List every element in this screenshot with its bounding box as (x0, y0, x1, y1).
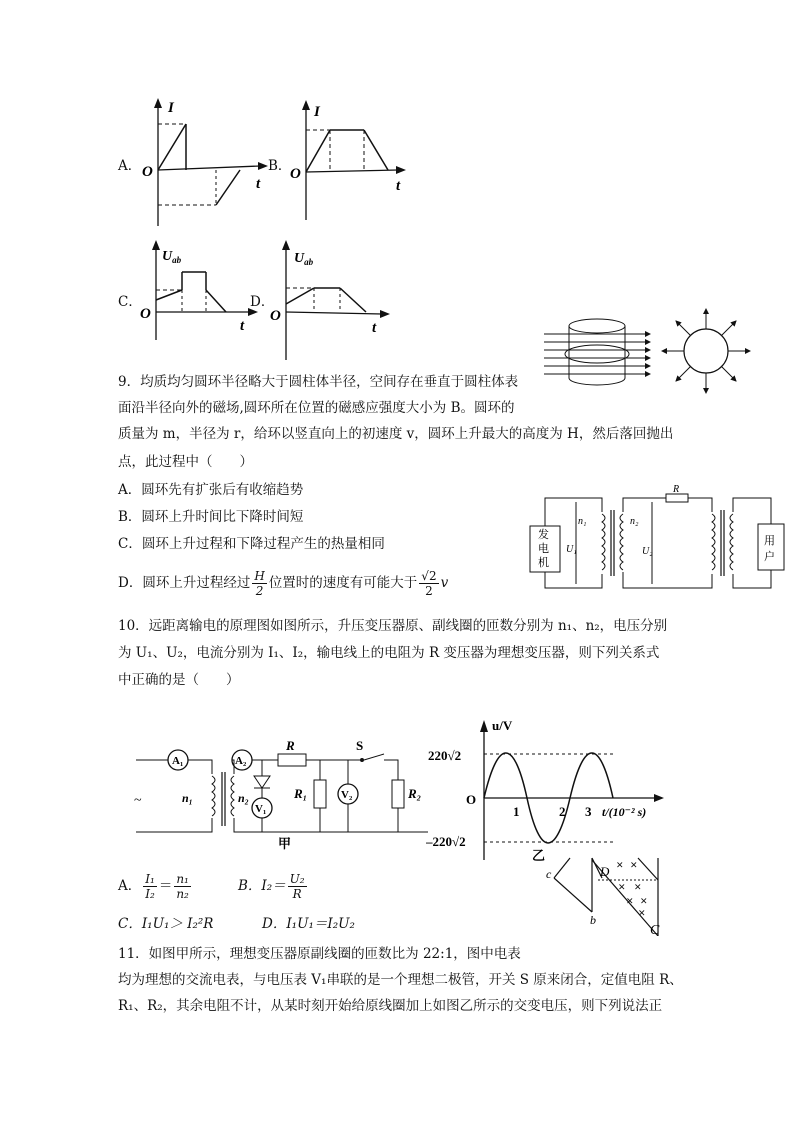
generator-label: 电 (538, 543, 549, 555)
q9-option-D-text-1: D．圆环上升过程经过 (118, 575, 251, 591)
q9-option-C: C．圆环上升过程和下降过程产生的热量相同 (118, 536, 385, 552)
q10-option-B (238, 868, 309, 904)
graph-x-axis-label: t/(10⁻² s) (602, 805, 647, 819)
q9-stem-line-1: 9．均质均匀圆环半径略大于圆柱体半径，空间存在垂直于圆柱体表 (118, 374, 519, 390)
q9-option-D-fraction-2 (419, 569, 438, 598)
figure-yi-label: 乙 (532, 848, 546, 863)
q9-stem-line-3: 质量为 m，半径为 r，给环以竖直向上的初速度 v，圆环上升最大的高度为 H，然后落回抛出 (118, 426, 674, 442)
R1-label: R₁ (294, 786, 308, 801)
fraction-numerator: n₁ (176, 872, 189, 886)
q8-option-B-label: B． (268, 158, 292, 174)
tri-label-b: b (590, 913, 596, 927)
n1-label: n₁ (182, 791, 193, 805)
ac-source-symbol: ~ (134, 793, 142, 808)
tri-label-D: D (600, 864, 610, 879)
n2-label: n₂ (630, 516, 639, 527)
q10-option-A (118, 868, 193, 904)
q8-option-C-label: C． (118, 294, 142, 310)
q10-option-B-fraction (288, 872, 307, 901)
axis-label-y-sub: ab (304, 257, 314, 267)
svg-text:✕: ✕ (630, 860, 638, 870)
q10-option-C: C．I₁U₁＞ I₂²R (118, 916, 214, 932)
q9-option-D-text-3: v (440, 575, 449, 591)
user-label: 户 (764, 551, 775, 563)
axis-label-y-sub: ab (172, 255, 182, 265)
fraction-denominator: R (292, 887, 302, 901)
graph-tick-2: 2 (559, 804, 566, 819)
fraction-denominator: I₂ (145, 887, 155, 901)
R-label: R (673, 484, 680, 495)
ammeter-A1-label: A₁ (172, 755, 184, 767)
option-label: A． (118, 878, 142, 894)
graph-y-max-label: 220√2 (428, 748, 462, 763)
q11-voltage-graph-yi (426, 714, 666, 864)
q8-graph-B-axes (286, 100, 416, 222)
cylinder-magnetic-field-figure (542, 312, 652, 392)
q8-graph-A-axes (138, 98, 278, 230)
svg-text:Uab (294, 251, 314, 267)
axis-label-x: t (256, 176, 261, 192)
q9-option-A: A．圆环先有扩张后有收缩趋势 (118, 482, 304, 498)
q10-option-A-rhs (174, 872, 191, 901)
axis-label-y: I (168, 100, 174, 116)
svg-text:✕: ✕ (626, 896, 634, 906)
q10-option-D: D．I₁U₁＝I₂U₂ (262, 916, 355, 932)
figure-jia-label: 甲 (278, 836, 292, 850)
n2-label: n₂ (238, 791, 249, 805)
q10-option-A-lhs (143, 872, 157, 901)
q8-graph-B (268, 100, 418, 222)
option-label: B．I₂＝ (238, 878, 286, 894)
ammeter-A2-label: A₂ (235, 755, 247, 767)
origin-label: O (290, 166, 301, 182)
axis-label-x: t (396, 178, 401, 194)
q11-circuit-jia (128, 740, 428, 850)
switch-S-label: S (356, 740, 364, 753)
fraction-numerator: H (254, 569, 265, 583)
tri-label-C: C (650, 923, 660, 936)
svg-text:✕: ✕ (640, 896, 648, 906)
voltmeter-V2-label: V₂ (341, 789, 353, 801)
q9-option-D-fraction-1 (252, 569, 266, 598)
q8-option-A-label: A． (118, 158, 142, 174)
graph-tick-3: 3 (585, 804, 592, 819)
q10-stem-line-3: 中正确的是（ ） (118, 672, 240, 688)
svg-text:✕: ✕ (618, 882, 626, 892)
axis-label-y: I (314, 104, 320, 120)
fraction-denominator: n₂ (176, 887, 189, 901)
generator-label: 机 (538, 557, 549, 569)
fraction-numerator: I₁ (145, 872, 155, 886)
graph-y-min-label: –220√2 (426, 834, 466, 849)
n1-label: n₁ (578, 516, 587, 527)
user-label: 用 (764, 535, 775, 547)
q9-stem-line-4: 点，此过程中（ ） (118, 454, 253, 470)
fraction-denominator: 2 (255, 584, 264, 598)
q9-stem-line-2: 面沿半径向外的磁场,圆环所在位置的磁感应强度大小为 B。圆环的 (118, 400, 515, 416)
q11-stem-line-2: 均为理想的交流电表，与电压表 V₁串联的是一个理想二极管，开关 S 原来闭合，定值电阻 R、 (118, 972, 683, 988)
axis-label-y: U (294, 251, 305, 266)
q9-option-D (118, 566, 448, 600)
svg-text:✕: ✕ (634, 882, 642, 892)
q10-stem-line-1: 10．远距离输电的原理图如图所示，升压变压器原、副线圈的匝数分别为 n₁、n₂，电压分别 (118, 618, 668, 634)
graph-origin-label: O (466, 792, 477, 807)
graph-tick-1: 1 (513, 804, 520, 819)
q11-stem-line-1: 11．如图甲所示，理想变压器原副线圈的匝数比为 22:1，图中电表 (118, 946, 521, 962)
R-label: R (286, 740, 295, 753)
svg-text:Uab (162, 249, 182, 265)
triangular-field-region-figure (534, 856, 684, 936)
origin-label: O (140, 306, 151, 322)
fraction-numerator: U₂ (289, 872, 305, 886)
origin-label: O (142, 164, 153, 180)
q8-option-D-label: D． (250, 294, 275, 310)
U1-label: U₁ (566, 544, 577, 555)
graph-y-axis-label: u/V (492, 718, 513, 733)
origin-label: O (270, 308, 281, 324)
q9-option-D-text-2: 位置时的速度有可能大于 (268, 575, 418, 591)
power-transmission-diagram (526, 484, 788, 594)
q8-graph-D-axes (268, 240, 400, 362)
generator-label: 发 (538, 529, 549, 541)
svg-text:✕: ✕ (616, 860, 624, 870)
tri-label-c: c (546, 867, 552, 881)
svg-text:✕: ✕ (638, 908, 646, 918)
q8-graph-A (118, 98, 278, 230)
q10-stem-line-2: 为 U₁、U₂，电流分别为 I₁、I₂，输电线上的电阻为 R 变压器为理想变压器，则下列关系式 (118, 645, 660, 661)
axis-label-x: t (372, 320, 377, 336)
radial-field-top-view-figure (656, 306, 756, 396)
axis-label-x: t (240, 318, 245, 334)
R2-label: R₂ (408, 786, 422, 801)
fraction-numerator: √2 (421, 569, 437, 583)
U2-label: U₂ (642, 546, 653, 557)
q8-graph-C (118, 240, 268, 342)
q11-stem-line-3: R₁、R₂，其余电阻不计，从某时刻开始给原线圈加上如图乙所示的交变电压，则下列说法正 (118, 998, 663, 1014)
voltmeter-V1-label: V₁ (255, 803, 267, 815)
q8-graph-D (250, 240, 400, 362)
fraction-denominator: 2 (425, 584, 433, 598)
q9-option-B: B．圆环上升时间比下降时间短 (118, 509, 304, 525)
equals-sign: ＝ (158, 878, 173, 894)
axis-label-y: U (162, 249, 173, 264)
